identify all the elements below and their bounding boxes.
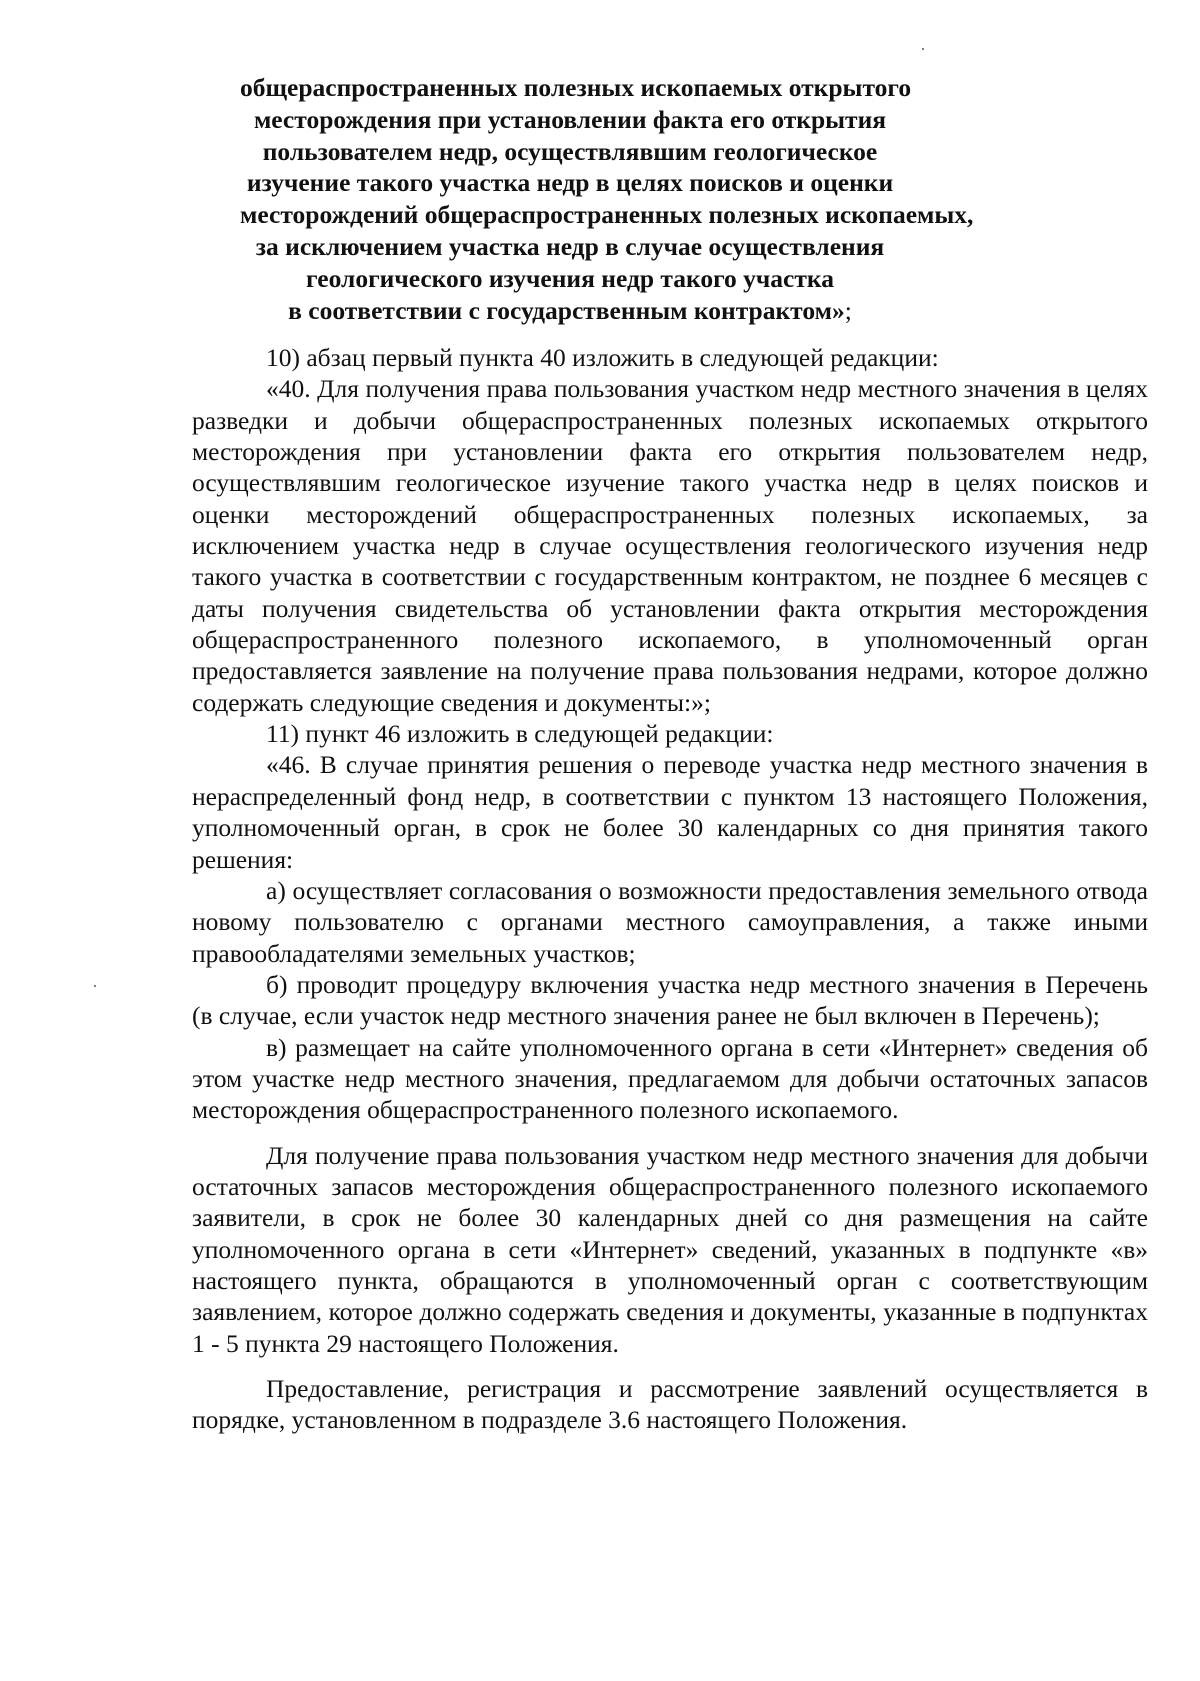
procedure-paragraph: Предоставление, регистрация и рассмотрение заявлений осуществляется в порядке, установленном в подразделе 3.6 настоящего Положения.	[192, 1374, 1148, 1435]
heading-line: за исключением участка недр в случае осуществления	[255, 231, 885, 261]
heading-line: геологического изучения недр такого участка	[306, 263, 834, 293]
document-body	[192, 342, 1148, 1436]
clause-46-text: «46. В случае принятия решения о переводе участка недр местного значения в нераспределенный фонд недр, в соответствии с пунктом 13 настоящего Положения, уполномоченный орган, в срок не более 30 календарных со дня принятия такого решения:	[192, 750, 1148, 874]
heading-line: месторождений общераспространенных полезных ископаемых,	[240, 200, 974, 230]
heading-tail-punctuation: ;	[844, 295, 852, 325]
heading-line: изучение такого участка недр в целях поисков и оценки	[246, 168, 894, 198]
clause-40-text: «40. Для получения права пользования участком недр местного значения в целях разведки и добычи общераспространенных полезных ископаемых открытого месторождения при установлении факта его открытия пользователем недр, осуществлявшим геологическое изучение такого участка недр в целях поисков и оценки месторождений общераспространенных полезных ископаемых, за исключением участка недр в случае осуществления геологического изучения недр такого участка в соответствии с государственным контрактом, не позднее 6 месяцев с даты получения свидетельства об установлении факта открытия месторождения общераспространенного полезного ископаемого, в уполномоченный орган предоставляется заявление на получение права пользования недрами, которое должно содержать следующие сведения и документы:»;	[192, 374, 1148, 717]
section-heading	[240, 72, 974, 326]
heading-line: месторождения при установлении факта его открытия	[253, 104, 887, 134]
amendment-item-11: 11) пункт 46 изложить в следующей редакции:	[266, 719, 774, 749]
subclause-b: б) проводит процедуру включения участка недр местного значения в Перечень (в случае, если участок недр местного значения ранее не был включен в Перечень);	[192, 969, 1148, 1031]
heading-line-last	[240, 295, 900, 327]
scan-speck	[94, 985, 96, 987]
scan-speck	[922, 48, 924, 50]
subclause-v: в) размещает на сайте уполномоченного органа в сети «Интернет» сведения об этом участке недр местного значения, предлагаемом для добычи остаточных запасов месторождения общераспространенного полезного ископаемого.	[192, 1032, 1148, 1125]
subclause-a: а) осуществляет согласования о возможности предоставления земельного отвода новому пользователю с органами местного самоуправления, а также иными правообладателями земельных участков;	[192, 875, 1148, 968]
heading-line: пользователем недр, осуществлявшим геологическое	[262, 136, 878, 166]
applicants-paragraph: Для получение права пользования участком недр местного значения для добычи остаточных запасов месторождения общераспространенного полезного ископаемого заявители, в срок не более 30 календарных дней со дня размещения на сайте уполномоченного органа в сети «Интернет» сведений, указанных в подпункте «в» настоящего пункта, обращаются в уполномоченный орган с соответствующим заявлением, которое должно содержать сведения и документы, указанные в подпунктах 1 - 5 пункта 29 настоящего Положения.	[192, 1140, 1148, 1358]
heading-line: общераспространенных полезных ископаемых открытого	[240, 73, 912, 102]
amendment-item-10: 10) абзац первый пункта 40 изложить в следующей редакции:	[266, 343, 939, 372]
heading-line-text: в соответствии с государственным контрактом»	[288, 295, 845, 325]
